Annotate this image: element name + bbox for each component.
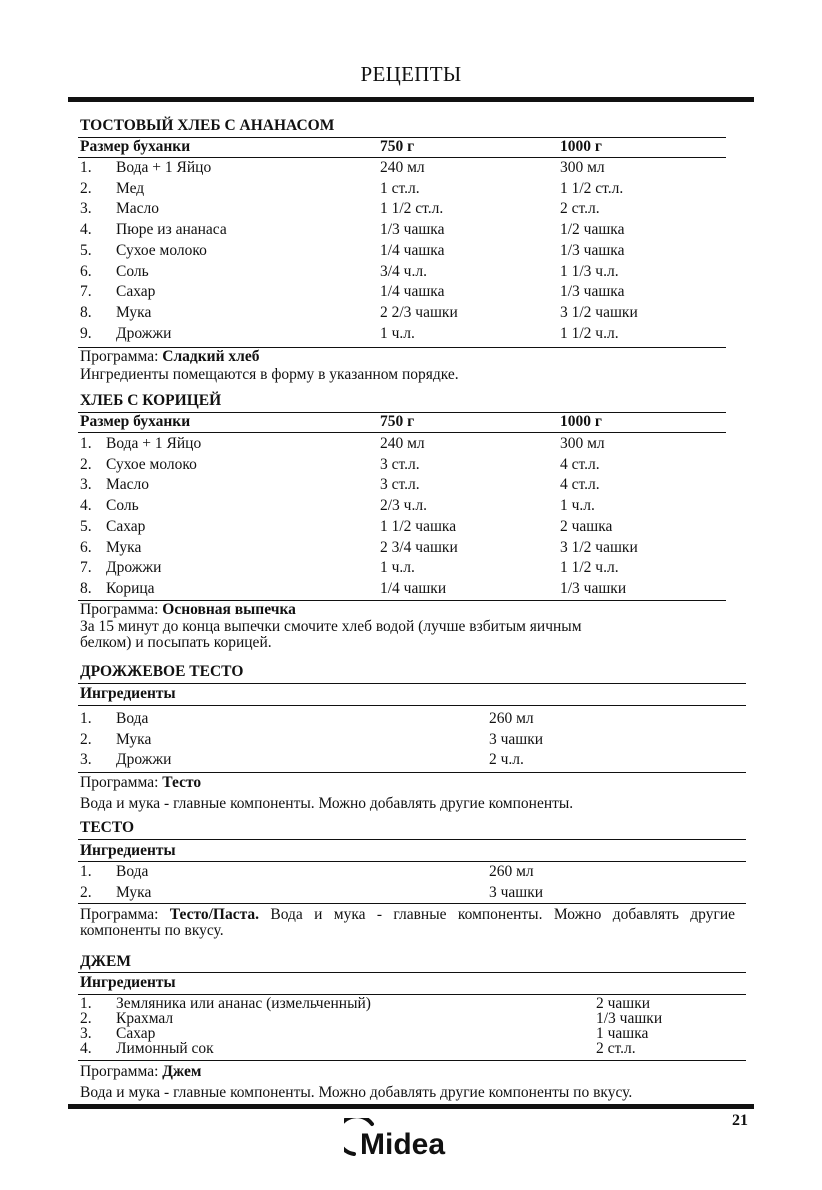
page-title: РЕЦЕПТЫ xyxy=(360,62,462,86)
ingredient-amount: 1/3 чашка xyxy=(380,221,445,239)
ingredient-name: Земляника или ананас (измельченный) xyxy=(116,995,371,1012)
column-header-ingredients: Ингредиенты xyxy=(80,685,176,702)
recipe-note: белком) и посыпать корицей. xyxy=(80,634,272,651)
ingredient-name: Лимонный сок xyxy=(116,1040,214,1057)
ingredient-amount-large: 1/3 чашка xyxy=(560,283,625,301)
program-line: Программа: Основная выпечка xyxy=(80,601,296,618)
ingredient-amount: 3 чашки xyxy=(489,730,544,748)
program-line: Программа: Тесто/Паста. Вода и мука - главные компоненты. Можно добавлять другие компоненты по вкусу. xyxy=(80,906,735,939)
table-rule xyxy=(78,903,746,904)
program-line: Программа: Джем xyxy=(80,1063,202,1080)
section-title-yeast-dough: ДРОЖЖЕВОЕ ТЕСТО xyxy=(80,663,244,680)
recipe-note: За 15 минут до конца выпечки смочите хлеб водой (лучше взбитым яичным xyxy=(80,618,582,635)
ingredient-amount: 1 1/2 ст.л. xyxy=(380,200,444,218)
ingredient-amount: 3 ст.л. xyxy=(380,455,420,473)
row-number: 5. xyxy=(80,241,92,259)
row-number: 6. xyxy=(80,262,92,280)
ingredient-amount: 240 мл xyxy=(380,159,425,176)
program-line: Программа: Тесто xyxy=(80,774,202,791)
column-header-size: Размер буханки xyxy=(80,413,191,430)
ingredient-amount-large: 1 1/2 ч.л. xyxy=(560,324,619,342)
ingredient-amount: 2 чашки xyxy=(596,995,651,1012)
row-number: 1. xyxy=(80,435,92,452)
column-header-ingredients: Ингредиенты xyxy=(80,974,176,991)
recipe-note: Вода и мука - главные компоненты. Можно добавлять другие компоненты по вкусу. xyxy=(80,906,735,939)
ingredient-amount-large: 1/3 чашки xyxy=(560,579,627,597)
ingredient-amount: 1 чашка xyxy=(596,1025,649,1042)
ingredient-name: Вода xyxy=(116,863,149,880)
row-number: 7. xyxy=(80,283,92,301)
recipe-note: Ингредиенты помещаются в форму в указанном порядке. xyxy=(80,366,459,383)
ingredient-amount: 1/4 чашка xyxy=(380,283,445,301)
ingredient-name: Сахар xyxy=(106,517,146,535)
ingredient-amount: 2 ст.л. xyxy=(596,1040,636,1057)
ingredient-name: Масло xyxy=(116,200,160,218)
ingredient-name: Пюре из ананаса xyxy=(116,221,227,239)
column-header-750: 750 г xyxy=(380,413,415,430)
ingredient-name: Дрожжи xyxy=(116,751,172,769)
header-divider xyxy=(68,97,754,102)
ingredient-amount: 260 мл xyxy=(489,863,534,880)
ingredient-amount: 2 3/4 чашки xyxy=(380,538,458,556)
program-name: Сладкий хлеб xyxy=(162,348,260,365)
table-rule xyxy=(78,772,746,773)
ingredient-amount: 260 мл xyxy=(489,710,534,727)
table-rule xyxy=(78,683,746,684)
ingredient-name: Соль xyxy=(116,262,149,280)
row-number: 4. xyxy=(80,497,92,515)
row-number: 9. xyxy=(80,324,92,342)
ingredient-name: Корица xyxy=(106,579,155,597)
recipe-note: Вода и мука - главные компоненты. Можно добавлять другие компоненты по вкусу. xyxy=(80,1084,633,1101)
ingredient-name: Мука xyxy=(116,303,152,321)
ingredient-amount-large: 4 ст.л. xyxy=(560,476,600,494)
ingredient-amount-large: 3 1/2 чашки xyxy=(560,538,638,556)
column-header-ingredients: Ингредиенты xyxy=(80,842,176,859)
ingredient-amount-large: 4 ст.л. xyxy=(560,455,600,473)
column-header-1000: 1000 г xyxy=(560,138,602,155)
ingredient-amount: 3 ст.л. xyxy=(380,476,420,494)
ingredient-name: Мед xyxy=(116,179,145,197)
ingredient-name: Сухое молоко xyxy=(116,241,207,259)
ingredient-amount: 1/3 чашки xyxy=(596,1010,663,1027)
row-number: 4. xyxy=(80,1040,92,1057)
ingredient-name: Соль xyxy=(106,497,139,515)
table-rule xyxy=(78,972,746,973)
ingredient-name: Мука xyxy=(106,538,142,556)
row-number: 4. xyxy=(80,221,92,239)
ingredient-name: Мука xyxy=(116,730,152,748)
ingredient-amount: 3/4 ч.л. xyxy=(380,262,427,280)
ingredient-amount: 3 чашки xyxy=(489,883,544,901)
row-number: 1. xyxy=(80,710,92,727)
row-number: 1. xyxy=(80,159,92,176)
ingredient-amount-large: 1 1/2 ч.л. xyxy=(560,559,619,577)
table-rule xyxy=(78,1060,746,1061)
brand-name: Midea xyxy=(360,1128,446,1161)
row-number: 3. xyxy=(80,476,92,494)
row-number: 8. xyxy=(80,303,92,321)
program-name: Джем xyxy=(162,1063,202,1080)
row-number: 8. xyxy=(80,579,92,597)
column-header-750: 750 г xyxy=(380,138,415,155)
row-number: 1. xyxy=(80,863,92,880)
ingredient-amount: 1 ч.л. xyxy=(380,559,415,577)
ingredient-name: Дрожжи xyxy=(106,559,162,577)
ingredient-name: Дрожжи xyxy=(116,324,172,342)
ingredient-amount: 240 мл xyxy=(380,435,425,452)
ingredient-name: Вода + 1 Яйцо xyxy=(116,159,212,176)
recipe-note: Вода и мука - главные компоненты. Можно добавлять другие компоненты. xyxy=(80,795,574,812)
ingredient-name: Сахар xyxy=(116,1025,156,1042)
ingredient-name: Мука xyxy=(116,883,152,901)
table-rule xyxy=(78,157,726,158)
row-number: 2. xyxy=(80,179,92,197)
ingredient-name: Вода + 1 Яйцо xyxy=(106,435,202,452)
program-name: Тесто xyxy=(162,774,202,791)
ingredient-name: Масло xyxy=(106,476,150,494)
midea-logo-mark xyxy=(344,1118,484,1166)
footer-divider xyxy=(68,1104,754,1109)
midea-logo xyxy=(344,1118,484,1166)
ingredient-amount-large: 3 1/2 чашки xyxy=(560,303,638,321)
row-number: 2. xyxy=(80,730,92,748)
ingredient-amount: 1 ст.л. xyxy=(380,179,420,197)
ingredient-amount-large: 2 чашка xyxy=(560,517,613,535)
ingredient-amount-large: 1/2 чашка xyxy=(560,221,625,239)
row-number: 2. xyxy=(80,883,92,901)
ingredient-amount-large: 1/3 чашка xyxy=(560,241,625,259)
ingredient-amount: 1 ч.л. xyxy=(380,324,415,342)
ingredient-amount: 2/3 ч.л. xyxy=(380,497,427,515)
table-rule xyxy=(78,839,746,840)
row-number: 3. xyxy=(80,200,92,218)
section-title-dough: ТЕСТО xyxy=(80,819,135,836)
ingredient-amount-large: 2 ст.л. xyxy=(560,200,600,218)
ingredient-name: Крахмал xyxy=(116,1010,174,1027)
row-number: 3. xyxy=(80,751,92,769)
ingredient-name: Вода xyxy=(116,710,149,727)
ingredient-amount: 1/4 чашка xyxy=(380,241,445,259)
section-title-jam: ДЖЕМ xyxy=(80,953,131,970)
table-rule xyxy=(78,705,746,706)
column-header-size: Размер буханки xyxy=(80,138,191,155)
page-number: 21 xyxy=(732,1112,748,1129)
ingredient-amount-large: 300 мл xyxy=(560,159,605,176)
row-number: 7. xyxy=(80,559,92,577)
program-line: Программа: Сладкий хлеб xyxy=(80,348,260,365)
row-number: 2. xyxy=(80,455,92,473)
program-name: Основная выпечка xyxy=(162,601,296,618)
section-title-toast: ТОСТОВЫЙ ХЛЕБ С АНАНАСОМ xyxy=(80,117,335,134)
column-header-1000: 1000 г xyxy=(560,413,602,430)
ingredient-name: Сахар xyxy=(116,283,156,301)
ingredient-name: Сухое молоко xyxy=(106,455,197,473)
ingredient-amount: 1 1/2 чашка xyxy=(380,517,457,535)
program-name: Тесто/Паста. xyxy=(169,906,260,923)
table-rule xyxy=(78,861,746,862)
ingredient-amount-large: 1 1/3 ч.л. xyxy=(560,262,619,280)
ingredient-amount: 2 ч.л. xyxy=(489,751,524,769)
row-number: 2. xyxy=(80,1010,92,1027)
ingredient-amount-large: 300 мл xyxy=(560,435,605,452)
table-rule xyxy=(78,432,726,433)
row-number: 3. xyxy=(80,1025,92,1042)
section-title-cinnamon: ХЛЕБ С КОРИЦЕЙ xyxy=(80,392,222,409)
row-number: 6. xyxy=(80,538,92,556)
ingredient-amount-large: 1 ч.л. xyxy=(560,497,595,515)
ingredient-amount: 2 2/3 чашки xyxy=(380,303,458,321)
ingredient-amount: 1/4 чашки xyxy=(380,579,447,597)
row-number: 1. xyxy=(80,995,92,1012)
ingredient-amount-large: 1 1/2 ст.л. xyxy=(560,179,624,197)
row-number: 5. xyxy=(80,517,92,535)
